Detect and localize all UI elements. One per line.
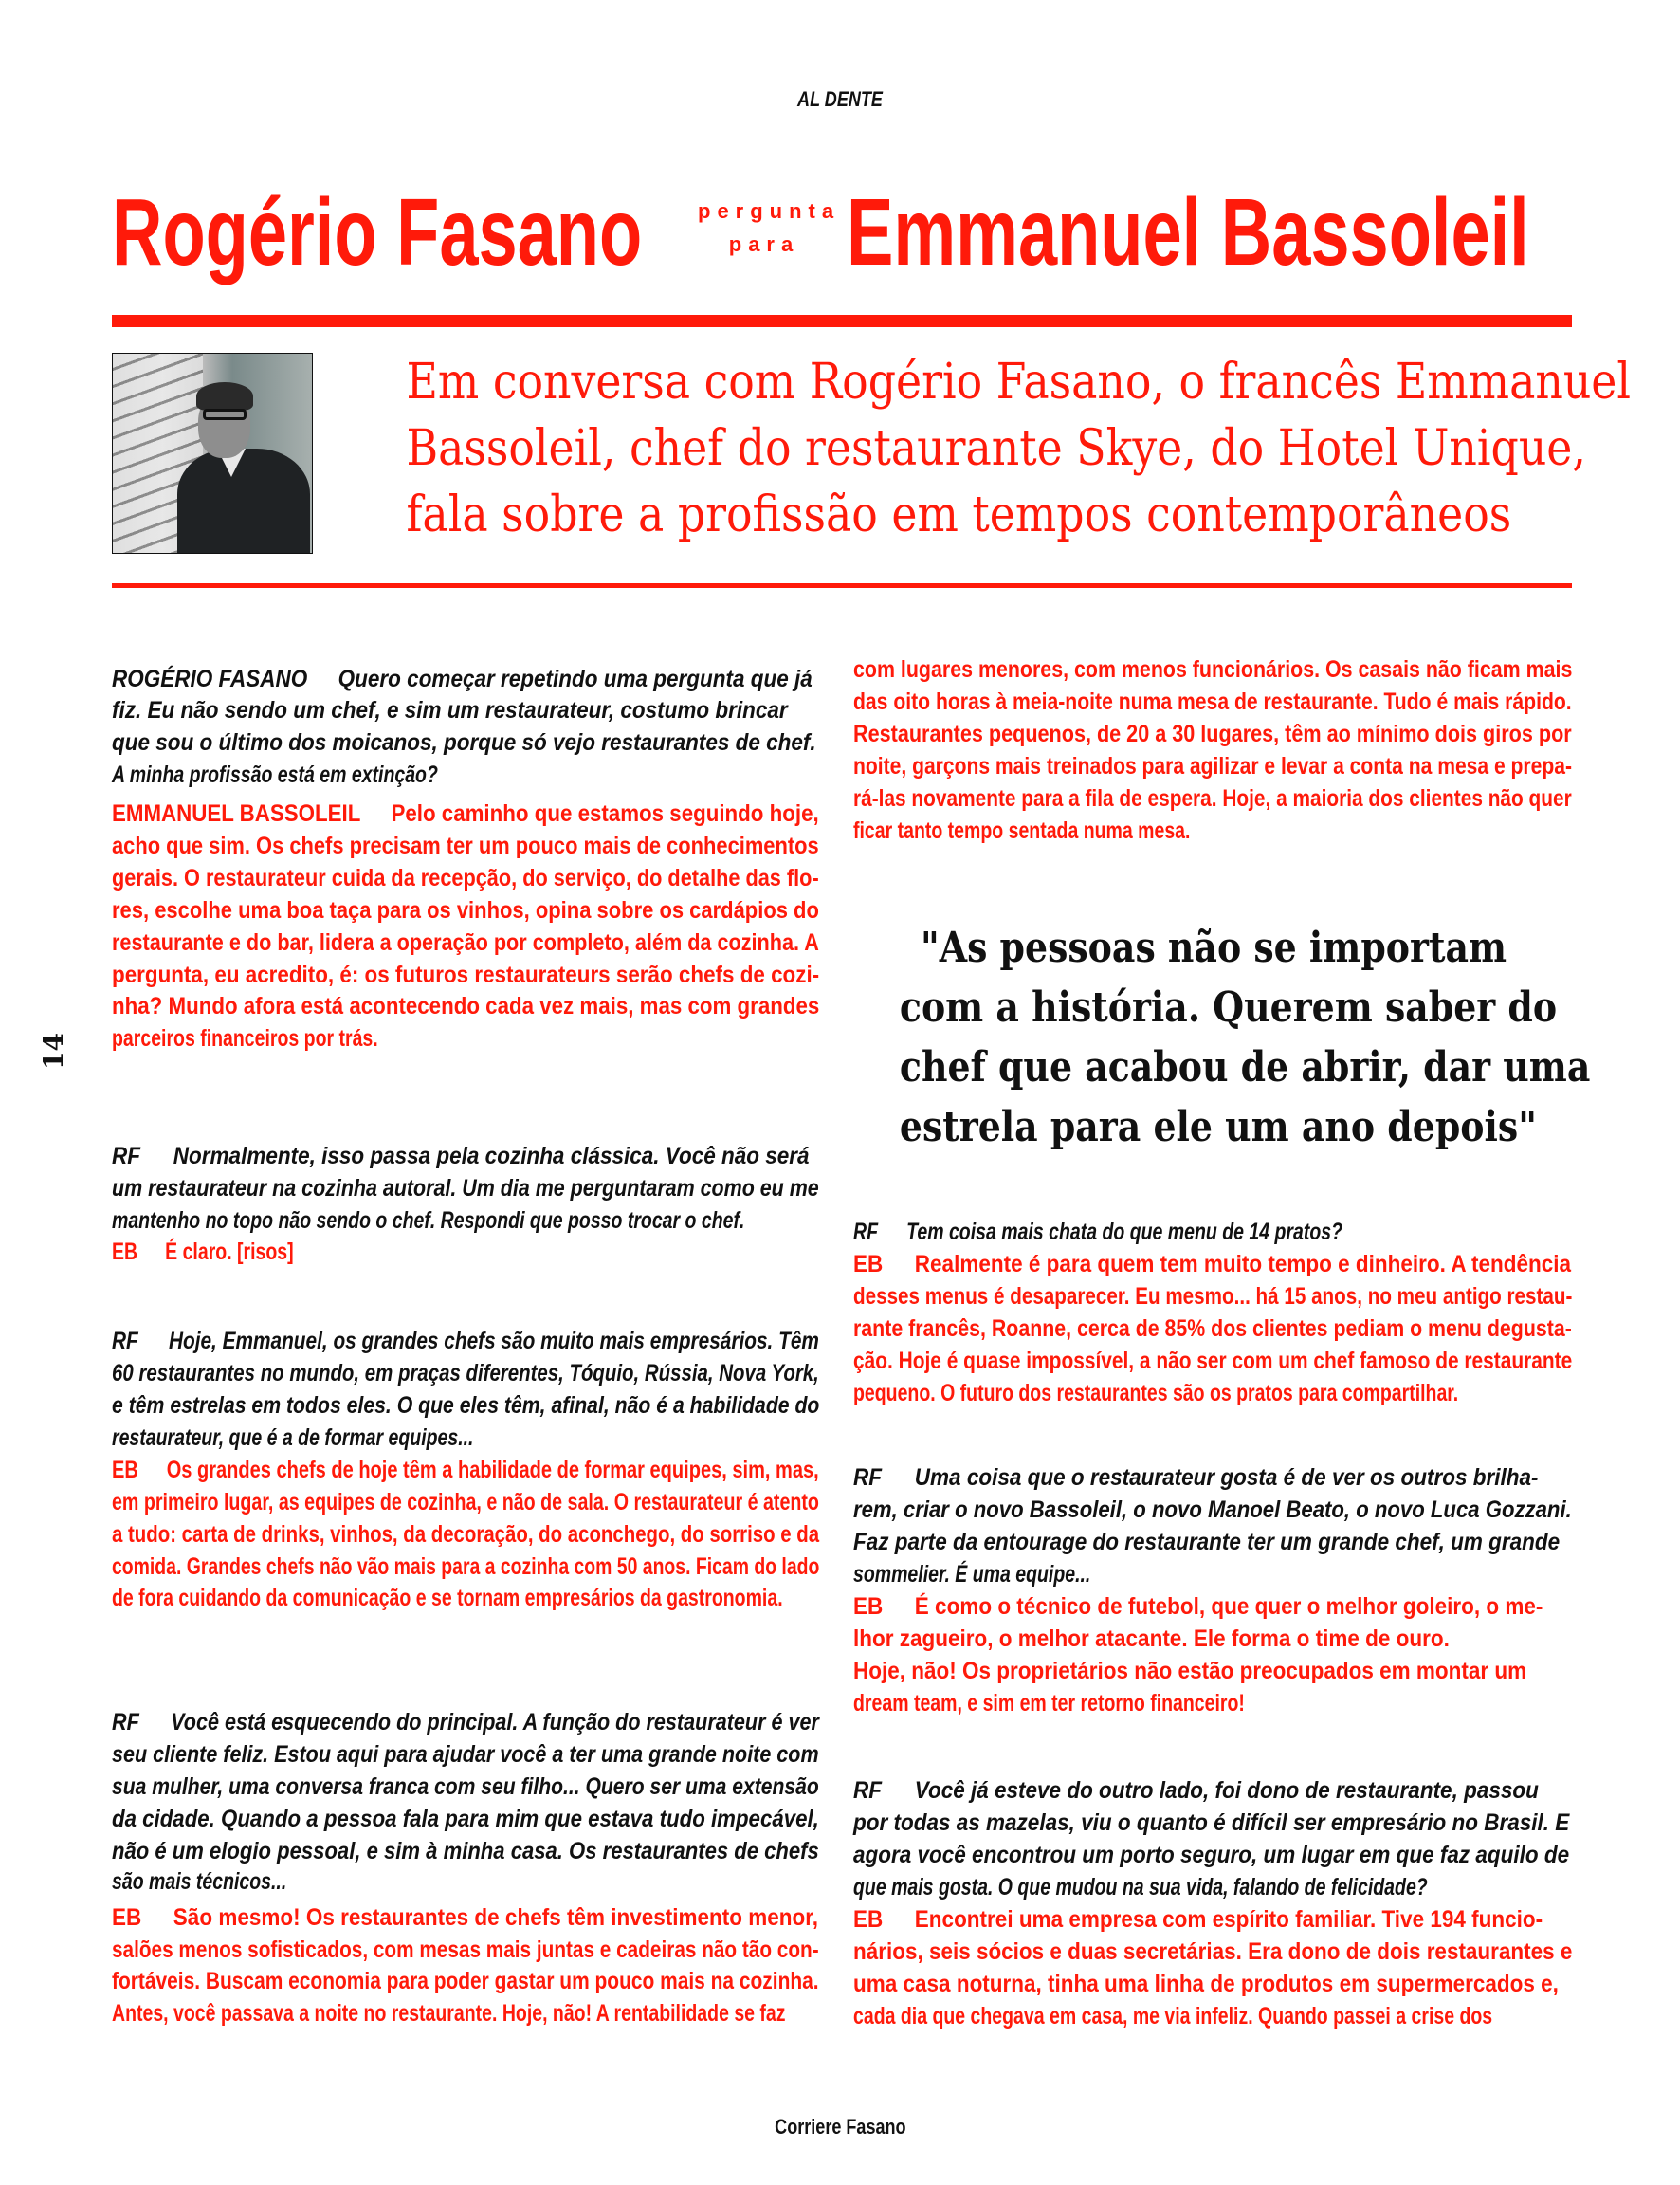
answer-line: [853, 1688, 1245, 1719]
pull-quote-line: "As pessoas não se importam: [920, 924, 1507, 972]
question-line: [112, 1804, 819, 1835]
section-label: AL DENTE: [797, 87, 883, 111]
line-text: res, escolhe uma boa taça para os vinhos, opina sobre os cardápios do: [112, 897, 819, 924]
line-text: cada dia que chegava em casa, me via infeliz. Quando passei a crise dos: [853, 2003, 1493, 2029]
line-text: gerais. O restaurateur cuida da recepção, do serviço, do detalhe das flo-: [112, 865, 819, 891]
line-text: uma casa noturna, tinha uma linha de produtos em supermercados e,: [853, 1971, 1559, 1997]
answer-line: [112, 895, 819, 927]
line-text: A minha profissão está em extinção?: [112, 762, 438, 788]
speaker-tag: RF: [112, 1328, 138, 1354]
line-text: fortáveis. Buscam economia para poder gastar um pouco mais na cozinha.: [112, 1968, 819, 1994]
question-line: [112, 760, 438, 791]
question-line: [112, 695, 788, 726]
line-text: restaurante e do bar, lidera a operação por completo, além da cozinha. A: [112, 929, 819, 956]
line-text: mantenho no topo não sendo o chef. Respondi que posso trocar o chef.: [112, 1207, 745, 1234]
deck-intro: [332, 349, 1632, 548]
line-text: sua mulher, uma conversa franca com seu filho... Quero ser uma extensão: [112, 1773, 819, 1800]
answer-line: [853, 751, 1572, 782]
speaker-tag: ROGÉRIO FASANO: [112, 666, 308, 692]
line-text: acho que sim. Os chefs precisam ter um pouco mais de conhecimentos: [112, 833, 819, 859]
answer-line: [112, 1902, 818, 1934]
question-line: [112, 1205, 744, 1237]
answer-line: [112, 1455, 819, 1486]
answer-line: [853, 1313, 1572, 1345]
headline: [112, 179, 1572, 285]
answer-line: [853, 1249, 1571, 1280]
footer-publication: [0, 2115, 1680, 2139]
line-text: É como o técnico de futebol, que quer o melhor goleiro, o me-: [914, 1593, 1543, 1620]
answer-line: [853, 1969, 1559, 2000]
speaker-tag: RF: [112, 1709, 139, 1735]
pull-quote-line: chef que acabou de abrir, dar uma: [899, 1043, 1591, 1092]
footer-text: Corriere Fasano: [774, 2115, 906, 2139]
line-text: em primeiro lugar, as equipes de cozinha, e não de sala. O restaurateur é atento: [112, 1489, 819, 1515]
speaker-tag: EB: [853, 1906, 884, 1933]
line-text: das oito horas à meia-noite numa mesa de restaurante. Tudo é mais rápido.: [853, 689, 1572, 715]
answer-line: [112, 863, 819, 894]
line-text: Pelo caminho que estamos seguindo hoje,: [391, 800, 819, 827]
question-line: [853, 1527, 1560, 1558]
divider-bottom: [112, 583, 1572, 588]
answer-line: [853, 1378, 1458, 1409]
answer-line: [112, 1519, 819, 1551]
line-text: São mesmo! Os restaurantes de chefs têm investimento menor,: [173, 1904, 819, 1931]
answer-line: [853, 816, 1190, 847]
line-text: nários, seis sócios e duas secretárias. Era dono de dois restaurantes e: [853, 1938, 1573, 1965]
line-text: que mais gosta. O que mudou na sua vida, falando de felicidade?: [853, 1874, 1428, 1900]
line-text: É claro. [risos]: [165, 1239, 294, 1265]
line-text: ção. Hoje é quase impossível, a não ser com um chef famoso de restaurante: [853, 1348, 1573, 1374]
question-line: [112, 1836, 819, 1867]
line-text: 60 restaurantes no mundo, em praças diferentes, Tóquio, Rússia, Nova York,: [112, 1360, 819, 1386]
line-text: seu cliente feliz. Estou aqui para ajudar você a ter uma grande noite com: [112, 1741, 819, 1768]
line-text: Quero começar repetindo uma pergunta que já: [338, 666, 813, 692]
line-text: por todas as mazelas, viu o quanto é difícil ser empresário no Brasil. E: [853, 1809, 1570, 1836]
answer-line: [853, 1937, 1572, 1968]
question-line: [112, 727, 816, 759]
line-text: sommelier. É uma equipe...: [853, 1561, 1091, 1588]
line-text: Restaurantes pequenos, de 20 a 30 lugares, têm ao mínimo dois giros por: [853, 721, 1572, 747]
question-line: [112, 1423, 473, 1454]
line-text: rem, criar o novo Bassoleil, o novo Manoel Beato, o novo Luca Gozzani.: [853, 1496, 1572, 1523]
speaker-tag: EB: [853, 1593, 884, 1620]
answer-line: [853, 1656, 1526, 1687]
line-text: salões menos sofisticados, com mesas mais juntas e cadeiras não tão con-: [112, 1937, 819, 1963]
answer-line: [112, 1487, 819, 1518]
line-text: rá-las novamente para a fila de espera. Hoje, a maioria dos clientes não quer: [853, 785, 1572, 812]
speaker-tag: RF: [853, 1777, 882, 1804]
question-line: [112, 1326, 819, 1357]
line-text: um restaurateur na cozinha autoral. Um dia me perguntaram como eu me: [112, 1175, 819, 1202]
question-line: [112, 1173, 819, 1204]
deck-line: Bassoleil, chef do restaurante Skye, do Hotel Unique,: [406, 420, 1586, 477]
answer-line: [112, 1935, 819, 1966]
question-line: [112, 1739, 819, 1771]
line-text: Tem coisa mais chata do que menu de 14 pratos?: [906, 1219, 1342, 1245]
line-text: lhor zagueiro, o melhor atacante. Ele forma o time de ouro.: [853, 1625, 1450, 1652]
question-line: [853, 1840, 1569, 1871]
answer-line: [853, 1624, 1450, 1655]
line-text: comida. Grandes chefs não vão mais para a cozinha com 50 anos. Ficam do lado: [112, 1553, 820, 1580]
line-text: Encontrei uma empresa com espírito familiar. Tive 194 funcio-: [914, 1906, 1543, 1933]
speaker-tag: RF: [853, 1464, 882, 1491]
line-text: agora você encontrou um porto seguro, um lugar em que faz aquilo de: [853, 1842, 1570, 1868]
portrait-photo: [112, 353, 313, 554]
speaker-tag: EB: [112, 1904, 142, 1931]
line-text: fiz. Eu não sendo um chef, e sim um restaurateur, costumo brincar: [112, 697, 788, 724]
answer-line: [112, 927, 819, 959]
line-text: pergunta, eu acredito, é: os futuros restaurateurs serão chefs de cozi-: [112, 962, 820, 988]
question-line: [112, 1866, 286, 1898]
line-text: parceiros financeiros por trás.: [112, 1025, 378, 1052]
answer-line: [853, 1904, 1543, 1936]
line-text: Os grandes chefs de hoje têm a habilidade de formar equipes, sim, mas,: [166, 1457, 819, 1483]
line-text: a tudo: carta de drinks, vinhos, da decoração, do aconchego, do sorriso e da: [112, 1521, 820, 1548]
line-text: Realmente é para quem tem muito tempo e dinheiro. A tendência: [914, 1251, 1572, 1277]
answer-line: [112, 1966, 819, 1997]
question-line: [112, 1141, 810, 1172]
deck-line: Em conversa com Rogério Fasano, o francês Emmanuel: [406, 354, 1632, 411]
pull-quote-line: estrela para ele um ano depois": [899, 1103, 1537, 1151]
figure-body: [177, 449, 310, 554]
speaker-tag: EMMANUEL BASSOLEIL: [112, 800, 361, 827]
line-text: pequeno. O futuro dos restaurantes são os pratos para compartilhar.: [853, 1380, 1459, 1406]
question-line: [112, 664, 813, 695]
answer-line: [853, 719, 1572, 750]
speaker-tag: RF: [853, 1219, 878, 1245]
question-line: [853, 1559, 1090, 1590]
figure-glasses: [203, 409, 247, 420]
line-text: Antes, você passava a noite no restaurante. Hoje, não! A rentabilidade se faz: [112, 2000, 786, 2027]
answer-line: [112, 831, 819, 862]
speaker-tag: EB: [853, 1251, 884, 1277]
question-line: [853, 1462, 1538, 1494]
question-line: [853, 1808, 1569, 1839]
question-line: [853, 1217, 1342, 1248]
divider-top: [112, 315, 1572, 327]
answer-line: [112, 1552, 819, 1583]
answer-line: [112, 960, 819, 991]
answer-line: [112, 1583, 783, 1614]
line-text: Uma coisa que o restaurateur gosta é de ver os outros brilha-: [914, 1464, 1539, 1491]
line-text: nha? Mundo afora está acontecendo cada vez mais, mas com grandes: [112, 993, 820, 1019]
pull-quote-line: com a história. Querem saber do: [899, 983, 1558, 1032]
line-text: da cidade. Quando a pessoa fala para mim que estava tudo impecável,: [112, 1806, 819, 1832]
line-text: Faz parte da entourage do restaurante ter um grande chef, um grande: [853, 1529, 1561, 1555]
answer-line: [853, 1281, 1572, 1313]
answer-line: [853, 654, 1572, 686]
question-line: [853, 1872, 1428, 1903]
line-text: Você está esquecendo do principal. A função do restaurateur é ver: [171, 1709, 819, 1735]
line-text: de fora cuidando da comunicação e se tornam empresários da gastronomia.: [112, 1585, 783, 1611]
answer-line: [112, 799, 819, 830]
line-text: Normalmente, isso passa pela cozinha clássica. Você não será: [173, 1143, 810, 1169]
line-text: Você já esteve do outro lado, foi dono de restaurante, passou: [914, 1777, 1539, 1804]
line-text: não é um elogio pessoal, e sim à minha casa. Os restaurantes de chefs: [112, 1838, 819, 1864]
line-text: noite, garçons mais treinados para agilizar e levar a conta na mesa e prepa-: [853, 753, 1572, 780]
figure-hair: [196, 382, 253, 411]
headline-interviewee: Emmanuel Bassoleil: [847, 179, 1529, 285]
answer-line: [853, 1346, 1572, 1377]
answer-line: [853, 2001, 1492, 2032]
headline-connector: pergunta: [698, 199, 841, 223]
line-text: restaurateur, que é a de formar equipes...: [112, 1424, 474, 1451]
speaker-tag: RF: [112, 1143, 140, 1169]
pull-quote: [849, 918, 1591, 1157]
line-text: e têm estrelas em todos eles. O que eles têm, afinal, não é a habilidade do: [112, 1392, 820, 1419]
deck-line: fala sobre a profissão em tempos contemporâneos: [406, 487, 1512, 543]
answer-line: [853, 687, 1572, 718]
speaker-tag: EB: [112, 1457, 138, 1483]
headline-connector: para: [728, 232, 800, 256]
line-text: dream team, e sim em ter retorno financeiro!: [853, 1690, 1245, 1717]
question-line: [112, 1772, 819, 1803]
question-line: [112, 1358, 819, 1389]
speaker-tag: EB: [112, 1239, 138, 1265]
line-text: com lugares menores, com menos funcionários. Os casais não ficam mais: [853, 656, 1573, 683]
question-line: [853, 1495, 1572, 1526]
headline-interviewer: Rogério Fasano: [112, 179, 643, 285]
answer-line: [112, 1237, 294, 1268]
question-line: [853, 1775, 1539, 1807]
question-line: [112, 1707, 819, 1738]
line-text: que sou o último dos moicanos, porque só vejo restaurantes de chef.: [112, 729, 816, 756]
question-line: [112, 1390, 819, 1422]
line-text: Hoje, Emmanuel, os grandes chefs são muito mais empresários. Têm: [168, 1328, 819, 1354]
answer-line: [112, 1023, 378, 1055]
line-text: Hoje, não! Os proprietários não estão preocupados em montar um: [853, 1658, 1527, 1684]
line-text: desses menus é desaparecer. Eu mesmo... há 15 anos, no meu antigo restau-: [853, 1283, 1573, 1310]
line-text: ficar tanto tempo sentada numa mesa.: [853, 817, 1191, 844]
answer-line: [853, 1591, 1543, 1623]
line-text: são mais técnicos...: [112, 1868, 287, 1895]
answer-line: [112, 1998, 786, 2029]
page-number: 14: [38, 1033, 69, 1070]
answer-line: [112, 991, 819, 1022]
line-text: rante francês, Roanne, cerca de 85% dos clientes pediam o menu degusta-: [853, 1315, 1572, 1342]
answer-line: [853, 783, 1572, 815]
